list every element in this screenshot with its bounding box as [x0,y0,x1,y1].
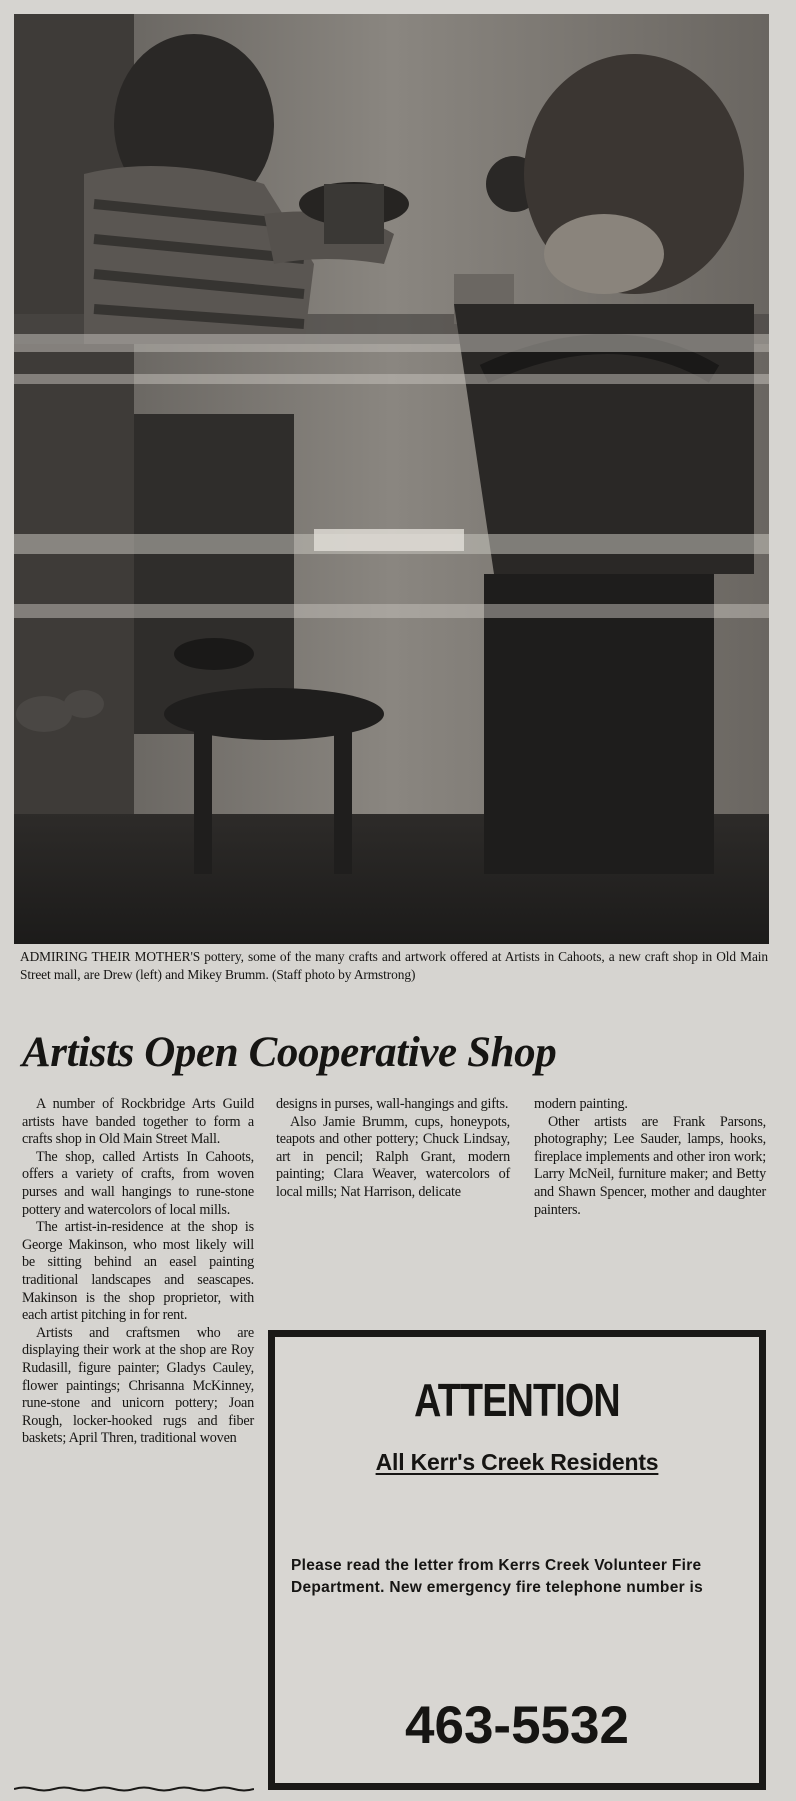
ad-title: ATTENTION [414,1374,620,1426]
article-paragraph: Also Jamie Brumm, cups, honeypots, teapots and other pottery; Chuck Lindsay, art in pencil; Ralph Grant, modern painting; Clara Weaver, watercolors of local mills; Nat Harrison, delicate [276,1113,510,1200]
article-paragraph: The artist-in-residence at the shop is George Makinson, who most likely will be sitting behind an easel painting traditional landscapes and seascapes. Makinson is the shop proprietor, with each artist pitching in for rent. [22,1219,254,1324]
attention-ad-box [268,1330,766,1790]
article-paragraph: designs in purses, wall-hangings and gifts. [276,1096,509,1112]
article-paragraph: A number of Rockbridge Arts Guild artists have banded together to form a crafts shop in Old Main Street Mall. [22,1096,254,1148]
article-column-2 [276,1096,510,1202]
decorative-wavy-rule [14,1786,254,1792]
article-column-3 [534,1096,766,1219]
article-headline: Artists Open Cooperative Shop [22,1029,557,1076]
article-paragraph: The shop, called Artists In Cahoots, offers a variety of crafts, from woven purses and wall hangings to rune-stone pottery and watercolors of local mills. [22,1148,254,1218]
photo-illustration [14,14,769,944]
ad-phone-number: 463-5532 [405,1696,629,1755]
photo-caption: ADMIRING THEIR MOTHER'S pottery, some of the many crafts and artwork offered at Artists in Cahoots, a new craft shop in Old Main Street mall, are Drew (left) and Mikey Brumm. (Staff photo by Armstrong) [20,949,768,982]
article-paragraph: Other artists are Frank Parsons, photography; Lee Sauder, lamps, hooks, fireplace implements and other iron work; Larry McNeil, furniture maker; and Betty and Shawn Spencer, mother and daughter painters. [534,1113,766,1218]
ad-subtitle: All Kerr's Creek Residents [375,1449,659,1475]
article-paragraph: modern painting. [534,1096,628,1112]
photo-image [14,14,769,944]
ad-body-text: Please read the letter from Kerrs Creek Volunteer Fire Department. New emergency fire telephone number is [291,1557,704,1596]
article-column-1 [22,1096,254,1448]
article-paragraph: Artists and craftsmen who are displaying their work at the shop are Roy Rudasill, figure painter; Gladys Cauley, flower paintings; Chrisanna McKinney, rune-stone and unicorn pottery; Joan Rough, locker-hooked rugs and fiber baskets; April Thren, traditional woven [22,1324,254,1447]
